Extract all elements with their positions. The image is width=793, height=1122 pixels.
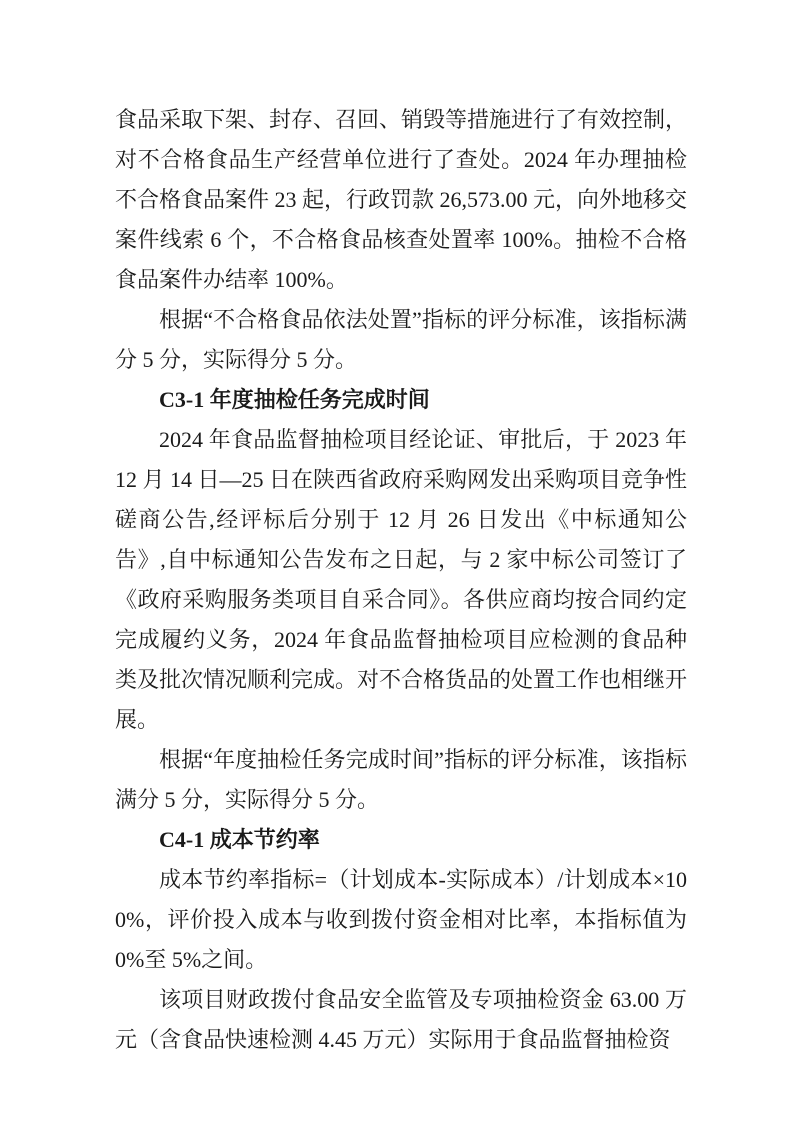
paragraph: 食品采取下架、封存、召回、销毁等措施进行了有效控制，对不合格食品生产经营单位进行了查处。2024 年办理抽检不合格食品案件 23 起，行政罚款 26,573.00 元，向外地移交案件线索 6 个，不合格食品核查处置率 100%。抽检不合格食品案件办结率 100%。: [115, 107, 688, 292]
section-heading: C3-1 年度抽检任务完成时间: [159, 387, 430, 412]
paragraph: 该项目财政拨付食品安全监管及专项抽检资金 63.00 万元（含食品快速检测 4.45 万元）实际用于食品监督抽检资: [115, 987, 687, 1052]
paragraph: 2024 年食品监督抽检项目经论证、审批后，于 2023 年 12 月 14 日—25 日在陕西省政府采购网发出采购项目竞争性磋商公告,经评标后分别于 12 月 26 日发出《中标通知公告》,自中标通知公告发布之日起，与 2 家中标公司签订了《政府采购服务类项目自采合同》。各供应商均按合同约定完成履约义务，2024 年食品监督抽检项目应检测的食品种类及批次情况顺利完成。对不合格货品的处置工作也相继开展。: [115, 427, 688, 732]
paragraph: 根据“年度抽检任务完成时间”指标的评分标准，该指标满分 5 分，实际得分 5 分。: [115, 747, 687, 812]
paragraph: 成本节约率指标=（计划成本-实际成本）/计划成本×100%，评价投入成本与收到拨付资金相对比率，本指标值为 0%至 5%之间。: [115, 867, 687, 972]
document-body: [115, 100, 687, 1060]
section-heading: C4-1 成本节约率: [159, 827, 320, 852]
paragraph: 根据“不合格食品依法处置”指标的评分标准，该指标满分 5 分，实际得分 5 分。: [115, 307, 687, 372]
